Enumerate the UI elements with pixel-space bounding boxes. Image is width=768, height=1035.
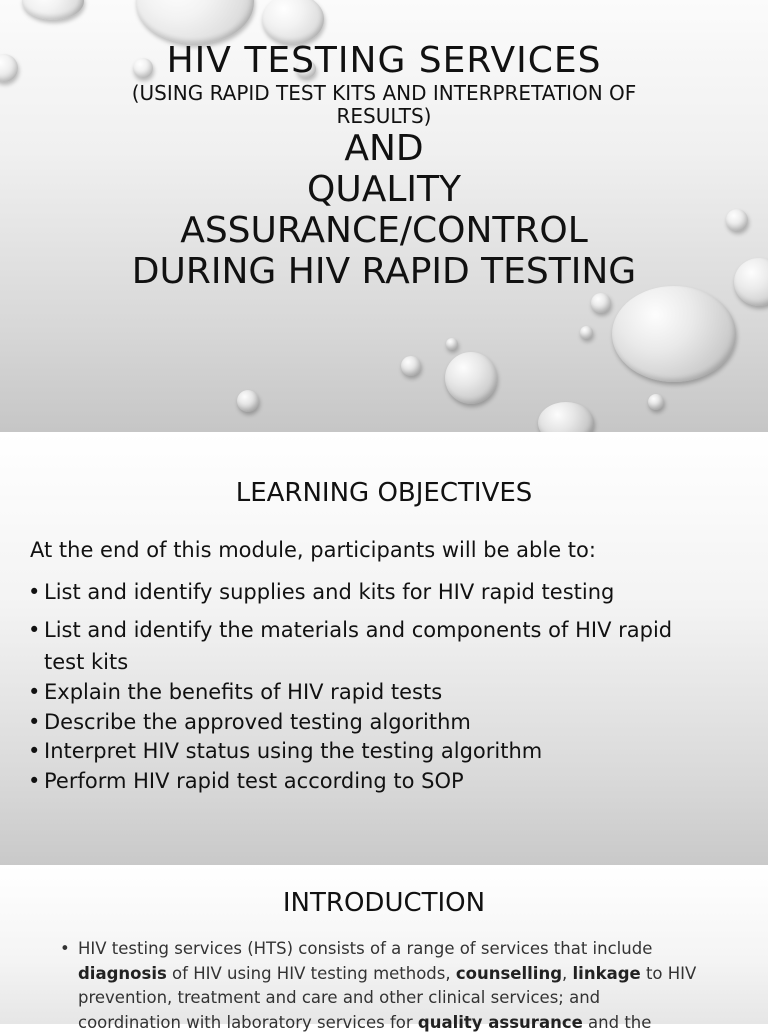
water-drop-decoration <box>591 293 611 313</box>
slide-heading: LEARNING OBJECTIVES <box>235 478 533 508</box>
title-slide <box>0 0 768 432</box>
text-run: of HIV using HIV testing methods, <box>166 963 456 983</box>
water-drop-decoration <box>538 402 594 432</box>
bold-term: diagnosis <box>78 963 167 983</box>
text-run: to HIV prevention, treatment and care and other clinical services; and coordination with laboratory services for <box>78 963 697 1032</box>
slide-heading: INTRODUCTION <box>282 888 486 918</box>
bullet-marker: • <box>60 939 70 958</box>
list-item: • Perform HIV rapid test according to SOP <box>28 767 688 797</box>
slide-main-heading <box>0 128 768 292</box>
slide-title: HIV TESTING SERVICES <box>166 40 602 81</box>
bold-term: quality assurance <box>417 1012 583 1032</box>
water-drop-decoration <box>648 394 664 410</box>
heading-line: ASSURANCE/CONTROL <box>180 210 588 251</box>
objectives-list <box>28 576 688 796</box>
introduction-paragraph <box>60 937 700 1035</box>
water-drop-decoration <box>401 356 421 376</box>
slide-subtitle: (USING RAPID TEST KITS AND INTERPRETATION OF RESULTS) <box>131 81 637 128</box>
water-drop-decoration <box>445 352 497 404</box>
text-run: HIV testing services (HTS) consists of a range of services that include <box>78 939 653 958</box>
bold-term: linkage <box>572 963 641 983</box>
bold-term: counselling <box>455 963 563 983</box>
water-drop-decoration <box>237 390 259 412</box>
objectives-intro: At the end of this module, participants will be able to: <box>30 538 596 562</box>
water-drop-decoration <box>22 0 84 20</box>
list-item: • Describe the approved testing algorithm <box>28 708 688 738</box>
water-drop-decoration <box>446 338 458 350</box>
list-item: • Interpret HIV status using the testing algorithm <box>28 737 688 767</box>
list-item: • List and identify the materials and components of HIV rapid test kits <box>28 614 688 678</box>
water-drop-decoration <box>136 0 254 44</box>
list-item: • List and identify supplies and kits for HIV rapid testing <box>28 576 688 608</box>
heading-line: AND <box>344 128 424 169</box>
heading-line: QUALITY <box>307 169 461 210</box>
list-item: • Explain the benefits of HIV rapid tests <box>28 678 688 708</box>
water-drop-decoration <box>262 0 324 44</box>
water-drop-decoration <box>612 286 736 382</box>
water-drop-decoration <box>580 326 593 339</box>
heading-line: DURING HIV RAPID TESTING <box>131 251 637 292</box>
paragraph-text <box>60 937 700 1035</box>
text-run: , <box>562 963 573 983</box>
text-run: and the <box>582 1012 652 1032</box>
